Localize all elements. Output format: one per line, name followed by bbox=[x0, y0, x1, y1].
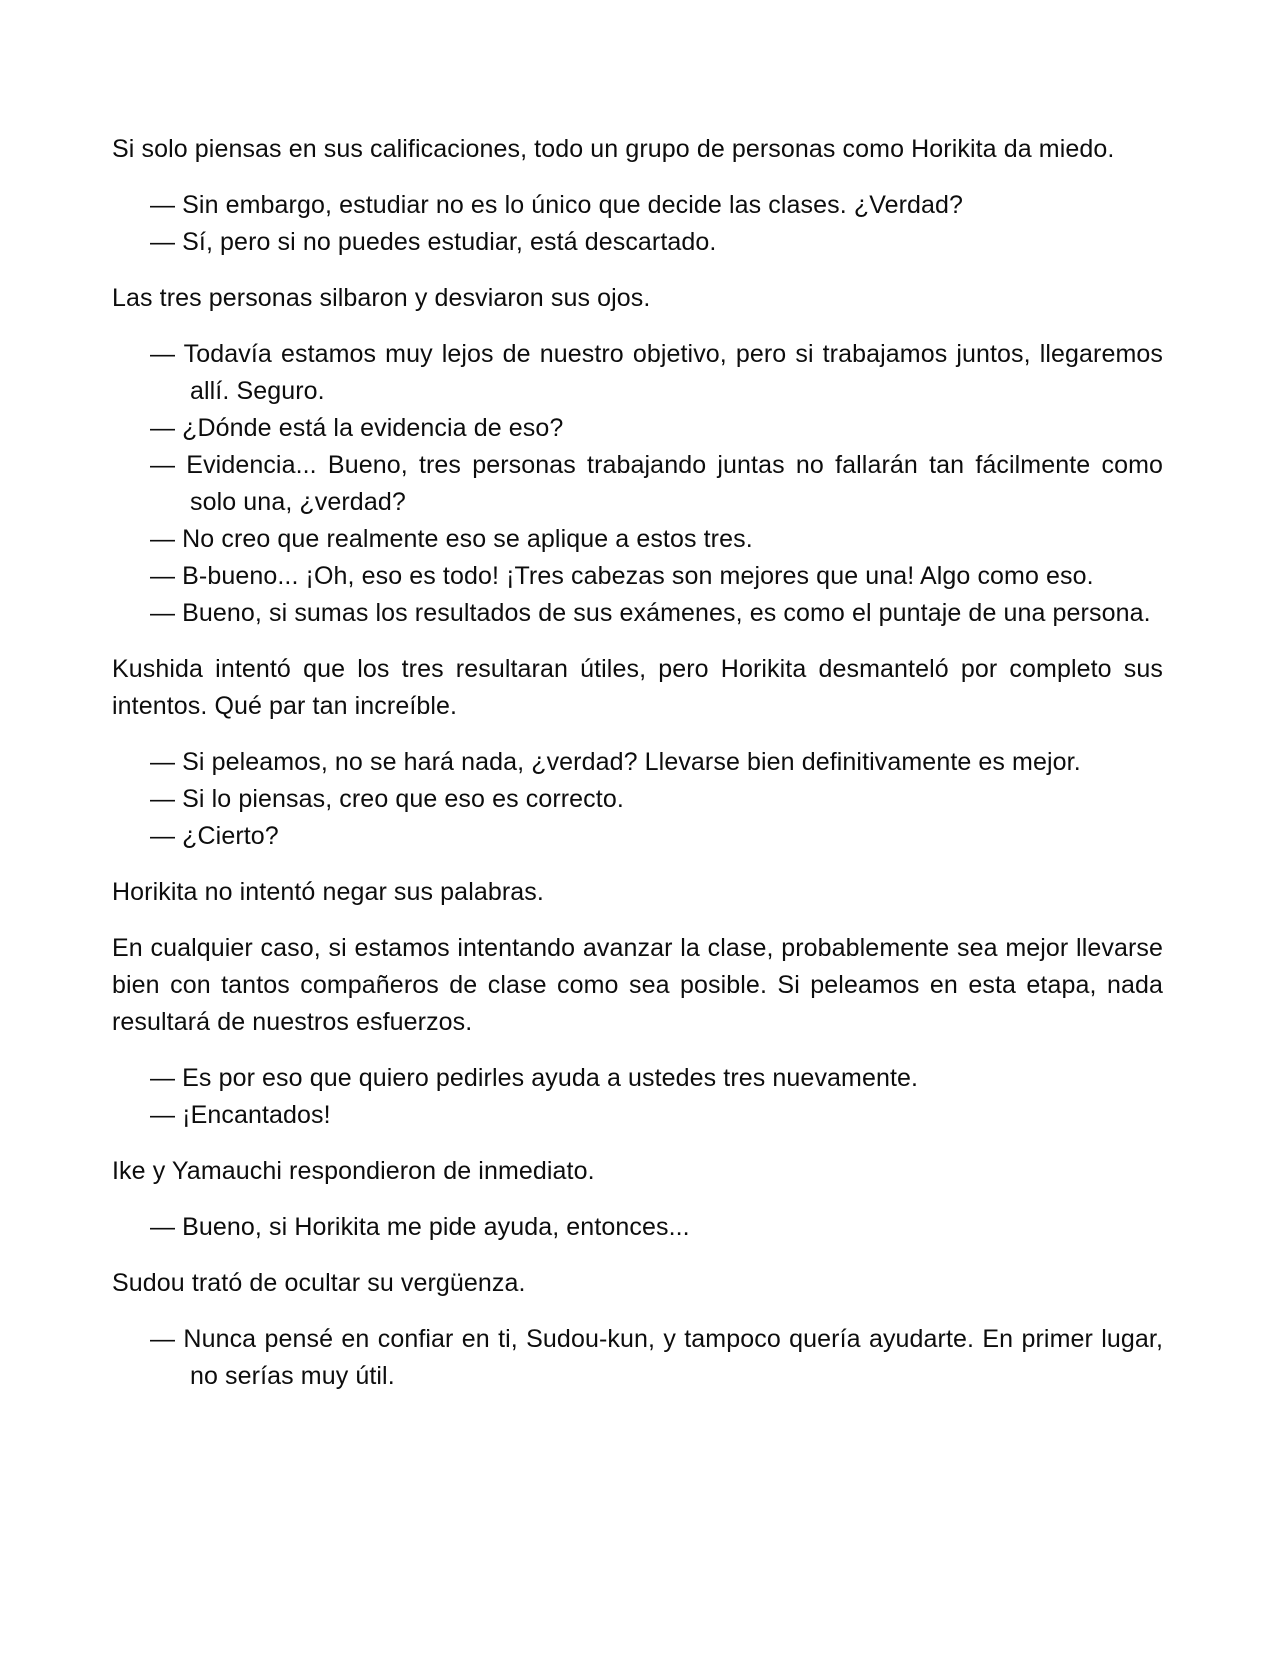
dialogue-line: — Sin embargo, estudiar no es lo único que decide las clases. ¿Verdad? bbox=[150, 191, 964, 219]
dialogue-line: — No creo que realmente eso se aplique a estos tres. bbox=[150, 525, 753, 553]
narration-paragraph: Sudou trató de ocultar su vergüenza. bbox=[112, 1269, 526, 1297]
narration-paragraph: Horikita no intentó negar sus palabras. bbox=[112, 878, 544, 906]
dialogue-line: — Evidencia... Bueno, tres personas trabajando juntas no fallarán tan fácilmente como solo una, ¿verdad? bbox=[150, 451, 1163, 516]
dialogue-line: — B-bueno... ¡Oh, eso es todo! ¡Tres cabezas son mejores que una! Algo como eso. bbox=[150, 562, 1094, 590]
dialogue-line: — Bueno, si Horikita me pide ayuda, entonces... bbox=[150, 1213, 690, 1241]
dialogue-line: — Todavía estamos muy lejos de nuestro objetivo, pero si trabajamos juntos, llegaremos allí. Seguro. bbox=[150, 340, 1163, 405]
narration-paragraph: Kushida intentó que los tres resultaran útiles, pero Horikita desmanteló por completo sus intentos. Qué par tan increíble. bbox=[112, 655, 1163, 720]
dialogue-line: — Es por eso que quiero pedirles ayuda a ustedes tres nuevamente. bbox=[150, 1064, 919, 1092]
dialogue-line: — ¡Encantados! bbox=[150, 1101, 331, 1129]
dialogue-line: — Nunca pensé en confiar en ti, Sudou-kun, y tampoco quería ayudarte. En primer lugar, no serías muy útil. bbox=[150, 1325, 1163, 1390]
narration-paragraph: En cualquier caso, si estamos intentando avanzar la clase, probablemente sea mejor llevarse bien con tantos compañeros de clase como sea posible. Si peleamos en esta etapa, nada resultará de nuestros esfuerzos. bbox=[112, 934, 1163, 1036]
dialogue-line: — Bueno, si sumas los resultados de sus exámenes, es como el puntaje de una persona. bbox=[150, 599, 1151, 627]
dialogue-line: — Si lo piensas, creo que eso es correcto. bbox=[150, 785, 624, 813]
dialogue-line: — ¿Cierto? bbox=[150, 822, 279, 850]
narration-paragraph: Ike y Yamauchi respondieron de inmediato. bbox=[112, 1157, 595, 1185]
dialogue-line: — ¿Dónde está la evidencia de eso? bbox=[150, 414, 564, 442]
dialogue-line: — Sí, pero si no puedes estudiar, está descartado. bbox=[150, 228, 717, 256]
narration-paragraph: Las tres personas silbaron y desviaron sus ojos. bbox=[112, 284, 651, 312]
dialogue-line: — Si peleamos, no se hará nada, ¿verdad? Llevarse bien definitivamente es mejor. bbox=[150, 748, 1081, 776]
narration-paragraph: Si solo piensas en sus calificaciones, todo un grupo de personas como Horikita da miedo. bbox=[112, 135, 1115, 163]
